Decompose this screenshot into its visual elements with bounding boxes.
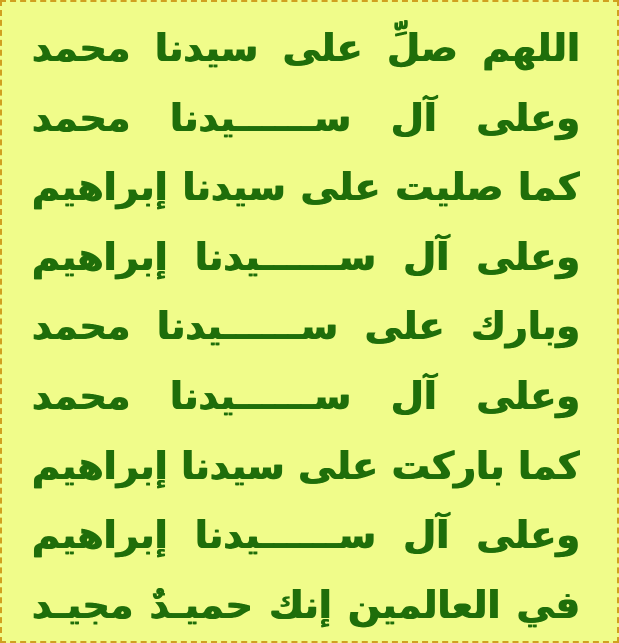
text-line-6: وعلى آل ســــــيدنا محمد [32, 373, 580, 418]
text-line-9: في العالمين إنك حميـدٌ مجيـد [32, 582, 580, 627]
text-line-7: كما باركت على سيدنا إبراهيم [32, 443, 580, 488]
text-line-2: وعلى آل ســــــيدنا محمد [32, 95, 580, 140]
text-line-4: وعلى آل ســــــيدنا إبراهيم [32, 234, 580, 279]
text-line-1: اللهم صلِّ على سيدنا محمد [32, 26, 580, 70]
text-line-3: كما صليت على سيدنا إبراهيم [32, 165, 580, 210]
text-line-5: وبارك على ســــــيدنا محمد [32, 304, 580, 349]
salawat-text [32, 14, 580, 640]
text-line-8: وعلى آل ســــــيدنا إبراهيم [32, 513, 580, 558]
